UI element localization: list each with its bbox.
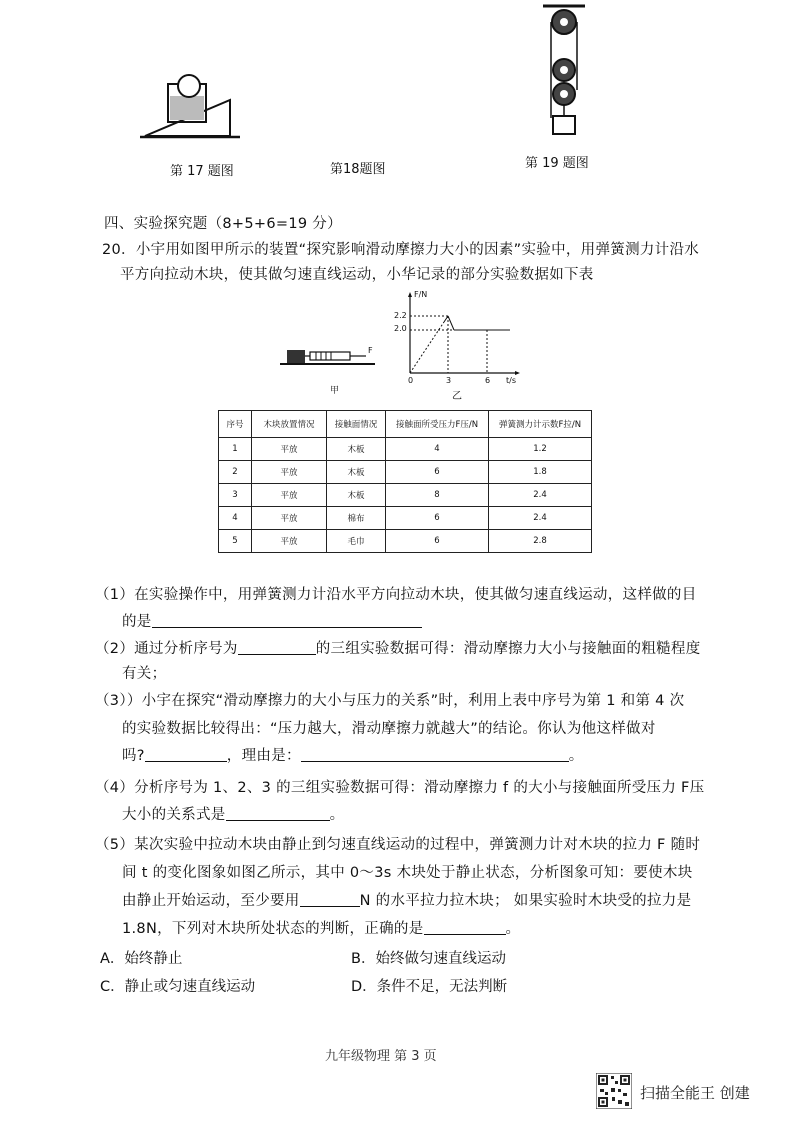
- q20-part2-text-b: 的三组实验数据可得：滑动摩擦力大小与接触面的粗糙程度: [315, 641, 701, 657]
- q20-part1-line2: [122, 610, 422, 631]
- answer-blank-1[interactable]: [152, 613, 422, 628]
- page-footer: 九年级物理 第 3 页: [325, 1049, 437, 1064]
- table-cell: 6: [386, 461, 489, 484]
- q20-part3-line1: （3））小宇在探究“滑动摩擦力的大小与压力的关系”时，利用上表中序号为第 1 和第 4 次: [95, 693, 685, 709]
- table-cell: 1: [219, 438, 252, 461]
- table-header-cell: 接触面所受压力F压/N: [386, 411, 489, 438]
- table-cell: 4: [219, 507, 252, 530]
- table-cell: 8: [386, 484, 489, 507]
- q20-part1-line1: （1）在实验操作中，用弹簧测力计沿水平方向拉动木块，使其做匀速直线运动，这样做的目: [95, 587, 697, 603]
- table-header-cell: 弹簧测力计示数F拉/N: [489, 411, 592, 438]
- q20-part5-line1: （5）某次实验中拉动木块由静止到匀速直线运动的过程中，弹簧测力计对木块的拉力 F 随时: [95, 837, 701, 853]
- q20-part3-text-c: 吗?: [122, 748, 145, 764]
- q20-part5-text-c: 由静止开始运动，至少要用: [122, 893, 300, 909]
- graph-y-tick-lower: 2.0: [394, 324, 407, 333]
- answer-blank-3b[interactable]: [301, 747, 569, 762]
- q20-part5-text-e: 1.8N，下列对木块所处状态的判断，正确的是: [122, 921, 424, 937]
- fig18-caption: 第18题图: [330, 162, 386, 177]
- q20-part5-line3: [122, 889, 691, 910]
- graph-x-tick-3: 3: [446, 376, 452, 385]
- table-cell: 2.8: [489, 530, 592, 553]
- q20-part5-line4: [122, 917, 520, 938]
- table-cell: 木板: [327, 438, 386, 461]
- table-cell: 2: [219, 461, 252, 484]
- table-cell: 1.2: [489, 438, 592, 461]
- q20-intro-line2: 平方向拉动木块，使其做匀速直线运动，小华记录的部分实验数据如下表: [120, 267, 594, 283]
- q20-part5-line2: 间 t 的变化图象如图乙所示，其中 0～3s 木块处于静止状态，分析图象可知：要使木块: [122, 865, 693, 881]
- q20-part2-line1: [95, 637, 701, 658]
- graph-x-tick-6: 6: [485, 376, 491, 385]
- table-row: [219, 507, 592, 530]
- answer-blank-3a[interactable]: [145, 747, 227, 762]
- option-c[interactable]: C．静止或匀速直线运动: [100, 979, 256, 995]
- answer-blank-4[interactable]: [226, 806, 330, 821]
- table-cell: 5: [219, 530, 252, 553]
- experiment-data-table: [218, 410, 592, 553]
- fig-jia-caption: 甲: [330, 386, 340, 396]
- answer-blank-5a[interactable]: [300, 892, 360, 907]
- table-cell: 平放: [252, 438, 327, 461]
- figure-yi-graph: [390, 288, 530, 388]
- q20-part3-line2: 的实验数据比较得出：“压力越大，滑动摩擦力就越大”的结论。你认为他这样做对: [122, 721, 656, 737]
- answer-blank-5b[interactable]: [424, 920, 506, 935]
- table-cell: 木板: [327, 461, 386, 484]
- q20-part4-line1: （4）分析序号为 1、2、3 的三组实验数据可得：滑动摩擦力 f 的大小与接触面所受压力 F压: [95, 780, 705, 796]
- graph-x-label: t/s: [506, 376, 516, 385]
- figure-19: [535, 0, 595, 140]
- table-cell: 4: [386, 438, 489, 461]
- table-header-cell: 接触面情况: [327, 411, 386, 438]
- qr-code-icon: [596, 1073, 632, 1109]
- table-cell: 2.4: [489, 484, 592, 507]
- table-header-cell: 木块放置情况: [252, 411, 327, 438]
- q20-part3-line3: [122, 744, 584, 765]
- table-cell: 1.8: [489, 461, 592, 484]
- fig-jia-force-label: F: [368, 346, 373, 355]
- q20-part5-end: 。: [505, 921, 521, 937]
- table-cell: 毛巾: [327, 530, 386, 553]
- q20-intro-line1: 20．小宇用如图甲所示的装置“探究影响滑动摩擦力大小的因素”实验中，用弹簧测力计沿水: [102, 242, 700, 258]
- table-row: [219, 461, 592, 484]
- table-cell: 棉布: [327, 507, 386, 530]
- table-cell: 平放: [252, 530, 327, 553]
- table-row: [219, 530, 592, 553]
- table-cell: 木板: [327, 484, 386, 507]
- option-a[interactable]: A．始终静止: [100, 951, 183, 967]
- graph-y-tick-upper: 2.2: [394, 311, 407, 320]
- q20-part3-text-d: ，理由是：: [226, 748, 301, 764]
- table-cell: 平放: [252, 507, 327, 530]
- fig19-caption: 第 19 题图: [525, 156, 589, 171]
- q20-part3-end: 。: [568, 748, 584, 764]
- table-row: [219, 484, 592, 507]
- fig17-caption: 第 17 题图: [170, 164, 234, 179]
- answer-blank-2[interactable]: [238, 640, 316, 655]
- q20-part5-text-d: N 的水平拉力拉木块； 如果实验时木块受的拉力是: [359, 893, 692, 909]
- q20-part4-text: 大小的关系式是: [122, 807, 226, 823]
- section-title: 四、实验探究题（8+5+6=19 分）: [104, 216, 342, 232]
- table-cell: 3: [219, 484, 252, 507]
- q20-part4-end: 。: [329, 807, 345, 823]
- table-header-row: [219, 411, 592, 438]
- q20-part4-line2: [122, 803, 344, 824]
- q20-part2-text-a: （2）通过分析序号为: [95, 641, 238, 657]
- table-cell: 平放: [252, 484, 327, 507]
- q20-part2-line2: 有关；: [122, 666, 167, 682]
- option-d[interactable]: D．条件不足，无法判断: [351, 979, 508, 995]
- table-cell: 2.4: [489, 507, 592, 530]
- figure-17: [135, 70, 245, 150]
- table-cell: 平放: [252, 461, 327, 484]
- table-row: [219, 438, 592, 461]
- fig-yi-caption: 乙: [452, 391, 462, 402]
- q20-part1-text: 的是: [122, 614, 152, 630]
- graph-x-tick-0: 0: [408, 376, 414, 385]
- table-cell: 6: [386, 530, 489, 553]
- table-cell: 6: [386, 507, 489, 530]
- graph-y-label: F/N: [414, 290, 428, 299]
- scanner-watermark: 扫描全能王 创建: [640, 1084, 750, 1102]
- table-header-cell: 序号: [219, 411, 252, 438]
- option-b[interactable]: B．始终做匀速直线运动: [351, 951, 506, 967]
